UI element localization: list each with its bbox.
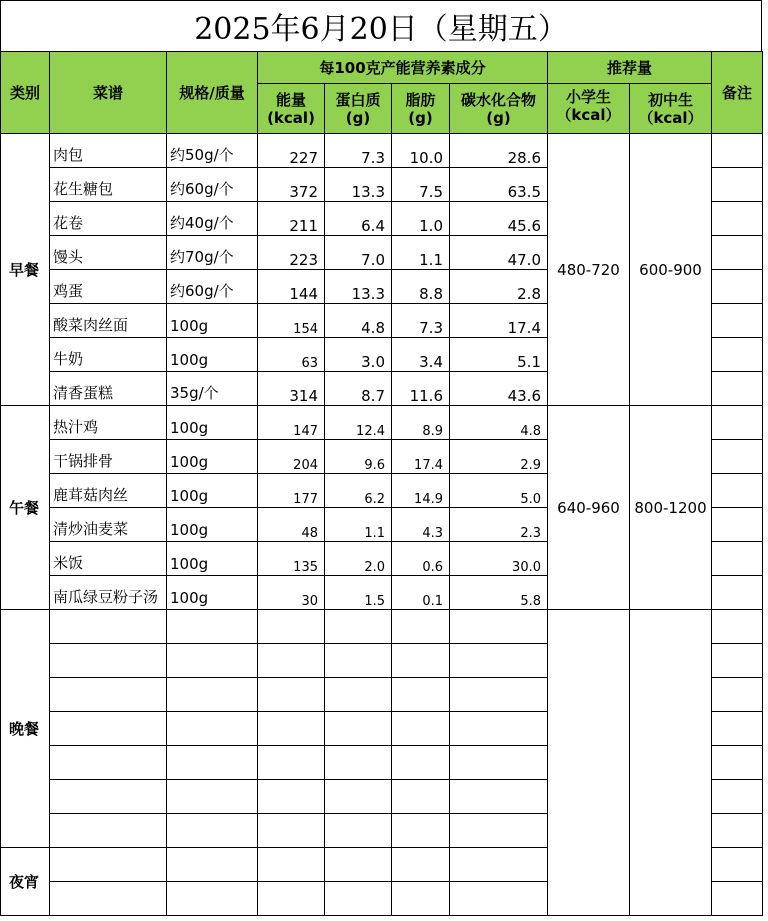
dish-spec: 约40g/个: [167, 202, 258, 236]
empty-cell: [450, 882, 548, 916]
empty-cell: [450, 746, 548, 780]
empty-cell: [258, 848, 325, 882]
empty-cell: [167, 610, 258, 644]
energy-value: 48: [258, 508, 325, 542]
empty-cell: [167, 712, 258, 746]
protein-value: 8.7: [325, 372, 392, 406]
fat-value: 8.9: [392, 406, 450, 440]
remark-cell: [712, 304, 763, 338]
empty-cell: [258, 882, 325, 916]
dish-spec: 100g: [167, 474, 258, 508]
remark-cell: [712, 848, 763, 882]
remark-cell: [712, 406, 763, 440]
energy-value: 177: [258, 474, 325, 508]
remark-cell: [712, 440, 763, 474]
energy-value: 314: [258, 372, 325, 406]
empty-cell: [392, 814, 450, 848]
protein-value: 6.2: [325, 474, 392, 508]
empty-cell: [450, 610, 548, 644]
empty-cell: [325, 882, 392, 916]
fat-value: 1.1: [392, 236, 450, 270]
energy-value: 211: [258, 202, 325, 236]
empty-cell: [50, 882, 167, 916]
protein-value: 4.8: [325, 304, 392, 338]
dish-name: 南瓜绿豆粉子汤: [50, 576, 167, 610]
dish-name: 花卷: [50, 202, 167, 236]
protein-value: 7.3: [325, 134, 392, 168]
dish-name: 清香蛋糕: [50, 372, 167, 406]
empty-cell: [167, 848, 258, 882]
dish-spec: 100g: [167, 338, 258, 372]
empty-cell: [167, 746, 258, 780]
rec-primary-lunch: 640-960: [548, 406, 630, 610]
carbs-value: 43.6: [450, 372, 548, 406]
dish-spec: 100g: [167, 542, 258, 576]
empty-cell: [167, 882, 258, 916]
remark-cell: [712, 882, 763, 916]
empty-cell: [392, 678, 450, 712]
fat-value: 0.6: [392, 542, 450, 576]
carbs-value: 4.8: [450, 406, 548, 440]
header-recommend-group: 推荐量: [548, 52, 712, 84]
category-dinner: 晚餐: [1, 610, 50, 848]
empty-cell: [50, 814, 167, 848]
header-protein: 蛋白质 (g): [325, 84, 392, 134]
empty-cell: [392, 610, 450, 644]
empty-cell: [50, 848, 167, 882]
dish-spec: 约70g/个: [167, 236, 258, 270]
dish-name: 热汁鸡: [50, 406, 167, 440]
empty-cell: [50, 644, 167, 678]
carbs-value: 5.8: [450, 576, 548, 610]
protein-value: 13.3: [325, 168, 392, 202]
dish-spec: 约60g/个: [167, 168, 258, 202]
rec-primary-breakfast: 480-720: [548, 134, 630, 406]
table-header: [1, 52, 763, 134]
empty-cell: [50, 610, 167, 644]
remark-cell: [712, 610, 763, 644]
dish-name: 鸡蛋: [50, 270, 167, 304]
dish-spec: 约50g/个: [167, 134, 258, 168]
dish-spec: 100g: [167, 406, 258, 440]
empty-cell: [258, 780, 325, 814]
empty-cell: [258, 610, 325, 644]
dish-spec: 约60g/个: [167, 270, 258, 304]
empty-cell: [325, 780, 392, 814]
energy-value: 144: [258, 270, 325, 304]
empty-cell: [258, 814, 325, 848]
carbs-value: 28.6: [450, 134, 548, 168]
fat-value: 7.5: [392, 168, 450, 202]
nutrition-table: [0, 51, 763, 916]
energy-value: 135: [258, 542, 325, 576]
empty-cell: [325, 644, 392, 678]
remark-cell: [712, 678, 763, 712]
carbs-value: 63.5: [450, 168, 548, 202]
protein-value: 9.6: [325, 440, 392, 474]
energy-value: 223: [258, 236, 325, 270]
carbs-value: 47.0: [450, 236, 548, 270]
protein-value: 1.1: [325, 508, 392, 542]
category-night: 夜宵: [1, 848, 50, 916]
dish-name: 清炒油麦菜: [50, 508, 167, 542]
dish-spec: 100g: [167, 304, 258, 338]
header-primary: 小学生 （kcal）: [548, 84, 630, 134]
dish-name: 鹿茸菇肉丝: [50, 474, 167, 508]
empty-cell: [325, 712, 392, 746]
dish-name: 酸菜肉丝面: [50, 304, 167, 338]
energy-value: 372: [258, 168, 325, 202]
rec-primary-empty: [548, 610, 630, 916]
dish-name: 馒头: [50, 236, 167, 270]
dish-name: 花生糖包: [50, 168, 167, 202]
empty-cell: [450, 814, 548, 848]
header-category: 类别: [1, 52, 50, 134]
dish-name: 米饭: [50, 542, 167, 576]
fat-value: 11.6: [392, 372, 450, 406]
header-middle: 初中生 （kcal）: [630, 84, 712, 134]
fat-value: 0.1: [392, 576, 450, 610]
carbs-value: 5.1: [450, 338, 548, 372]
carbs-value: 30.0: [450, 542, 548, 576]
fat-value: 4.3: [392, 508, 450, 542]
protein-value: 2.0: [325, 542, 392, 576]
carbs-value: 45.6: [450, 202, 548, 236]
rec-middle-empty: [630, 610, 712, 916]
protein-value: 12.4: [325, 406, 392, 440]
remark-cell: [712, 270, 763, 304]
protein-value: 3.0: [325, 338, 392, 372]
empty-cell: [50, 678, 167, 712]
dish-spec: 35g/个: [167, 372, 258, 406]
empty-cell: [50, 746, 167, 780]
remark-cell: [712, 814, 763, 848]
carbs-value: 17.4: [450, 304, 548, 338]
header-remark: 备注: [712, 52, 763, 134]
empty-cell: [167, 644, 258, 678]
empty-cell: [50, 712, 167, 746]
energy-value: 154: [258, 304, 325, 338]
fat-value: 17.4: [392, 440, 450, 474]
fat-value: 10.0: [392, 134, 450, 168]
dish-name: 牛奶: [50, 338, 167, 372]
carbs-value: 5.0: [450, 474, 548, 508]
empty-cell: [258, 712, 325, 746]
remark-cell: [712, 474, 763, 508]
remark-cell: [712, 338, 763, 372]
page-title: 2025年6月20日（星期五）: [0, 0, 762, 52]
remark-cell: [712, 746, 763, 780]
remark-cell: [712, 168, 763, 202]
dish-name: 干锅排骨: [50, 440, 167, 474]
header-spec: 规格/质量: [167, 52, 258, 134]
empty-cell: [392, 882, 450, 916]
empty-cell: [167, 780, 258, 814]
header-recipe: 菜谱: [50, 52, 167, 134]
empty-cell: [167, 814, 258, 848]
empty-cell: [258, 644, 325, 678]
rec-middle-lunch: 800-1200: [630, 406, 712, 610]
header-energy: 能量 (kcal): [258, 84, 325, 134]
carbs-value: 2.3: [450, 508, 548, 542]
category-breakfast: 早餐: [1, 134, 50, 406]
fat-value: 1.0: [392, 202, 450, 236]
empty-cell: [50, 780, 167, 814]
empty-cell: [325, 848, 392, 882]
empty-cell: [325, 610, 392, 644]
protein-value: 1.5: [325, 576, 392, 610]
protein-value: 7.0: [325, 236, 392, 270]
energy-value: 63: [258, 338, 325, 372]
empty-cell: [450, 712, 548, 746]
empty-cell: [392, 712, 450, 746]
empty-cell: [450, 678, 548, 712]
remark-cell: [712, 576, 763, 610]
empty-cell: [392, 848, 450, 882]
rec-middle-breakfast: 600-900: [630, 134, 712, 406]
empty-cell: [258, 746, 325, 780]
empty-cell: [392, 644, 450, 678]
protein-value: 13.3: [325, 270, 392, 304]
fat-value: 3.4: [392, 338, 450, 372]
carbs-value: 2.8: [450, 270, 548, 304]
dish-spec: 100g: [167, 440, 258, 474]
remark-cell: [712, 372, 763, 406]
energy-value: 227: [258, 134, 325, 168]
empty-cell: [325, 814, 392, 848]
remark-cell: [712, 134, 763, 168]
fat-value: 14.9: [392, 474, 450, 508]
energy-value: 204: [258, 440, 325, 474]
category-lunch: 午餐: [1, 406, 50, 610]
energy-value: 30: [258, 576, 325, 610]
empty-cell: [258, 678, 325, 712]
empty-cell: [450, 644, 548, 678]
remark-cell: [712, 780, 763, 814]
remark-cell: [712, 202, 763, 236]
empty-cell: [325, 678, 392, 712]
carbs-value: 2.9: [450, 440, 548, 474]
remark-cell: [712, 542, 763, 576]
empty-cell: [325, 746, 392, 780]
dish-spec: 100g: [167, 508, 258, 542]
empty-cell: [450, 780, 548, 814]
fat-value: 8.8: [392, 270, 450, 304]
remark-cell: [712, 508, 763, 542]
header-fat: 脂肪 (g): [392, 84, 450, 134]
empty-cell: [167, 678, 258, 712]
fat-value: 7.3: [392, 304, 450, 338]
remark-cell: [712, 236, 763, 270]
protein-value: 6.4: [325, 202, 392, 236]
header-carbs: 碳水化合物 (g): [450, 84, 548, 134]
empty-cell: [450, 848, 548, 882]
header-nutrition-group: 每100克产能营养素成分: [258, 52, 548, 84]
remark-cell: [712, 712, 763, 746]
dish-name: 肉包: [50, 134, 167, 168]
dish-spec: 100g: [167, 576, 258, 610]
remark-cell: [712, 644, 763, 678]
energy-value: 147: [258, 406, 325, 440]
empty-cell: [392, 746, 450, 780]
empty-cell: [392, 780, 450, 814]
